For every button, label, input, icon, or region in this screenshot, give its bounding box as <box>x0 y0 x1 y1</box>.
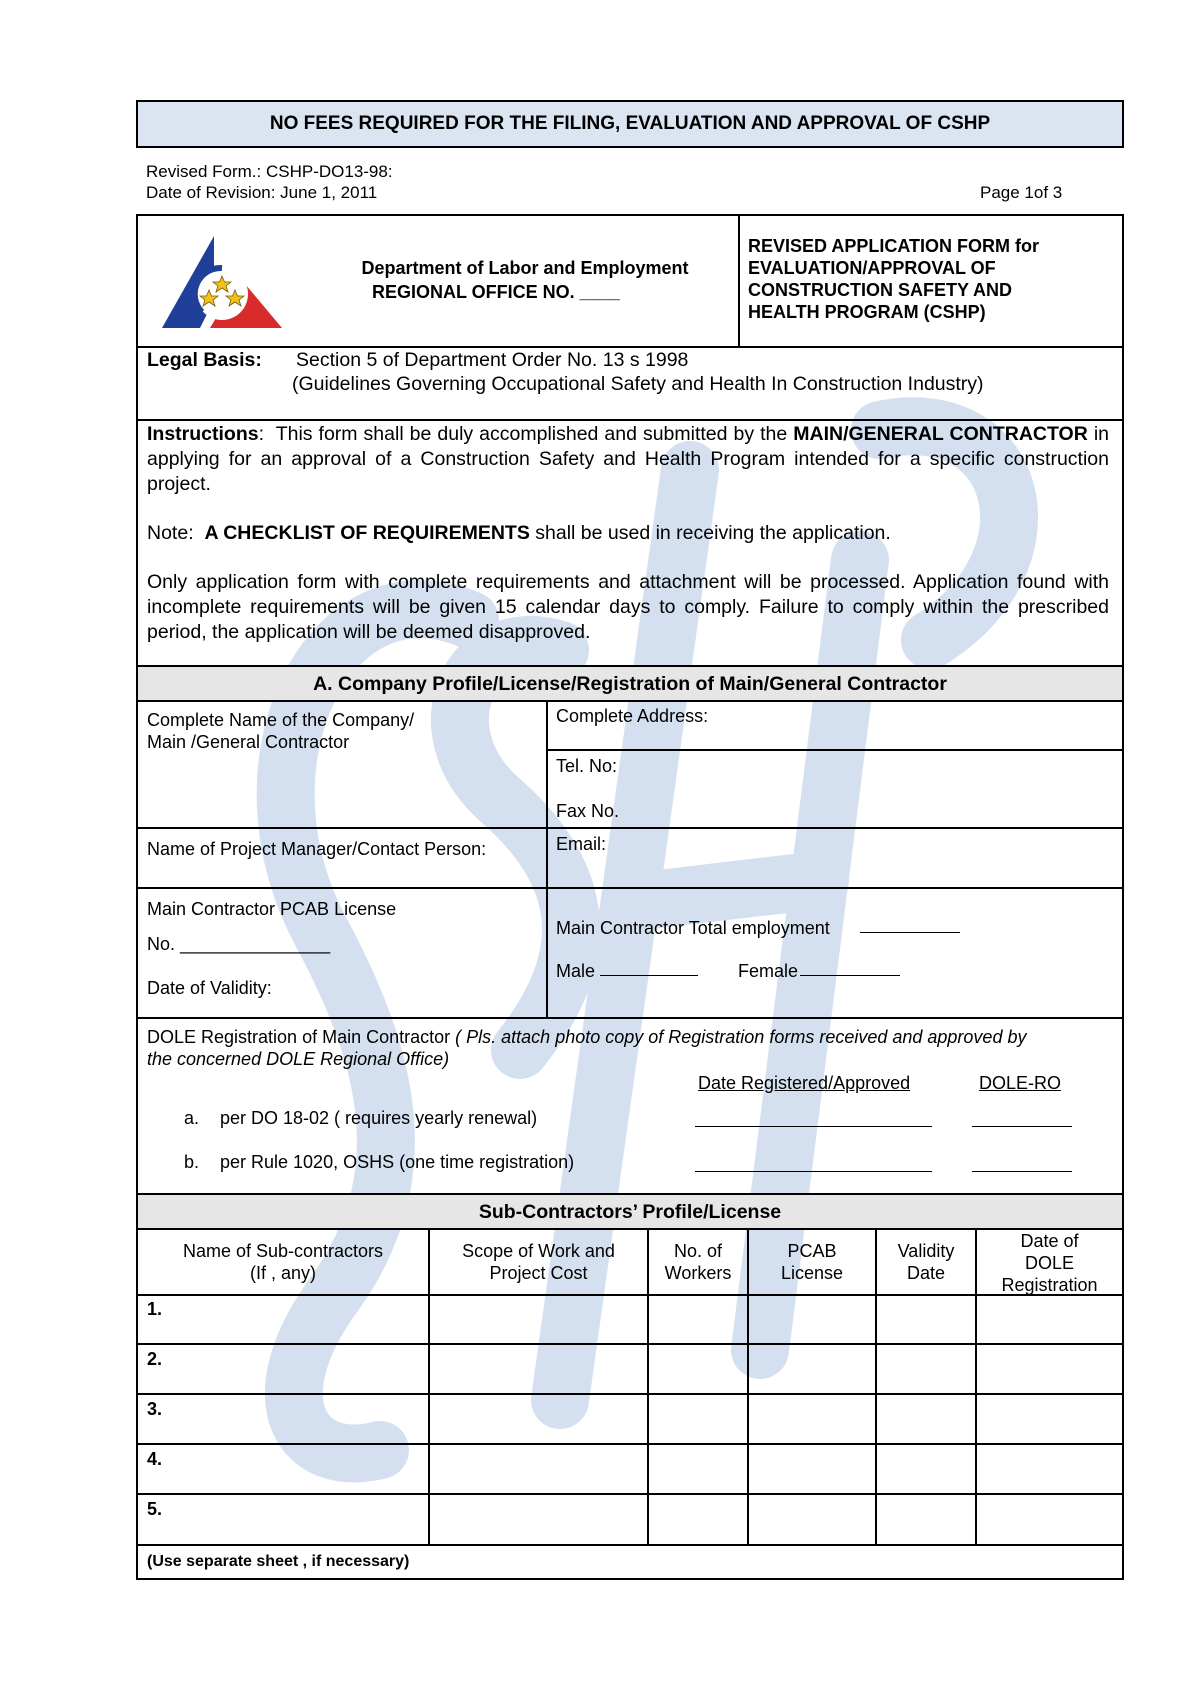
do-18-02-dole-ro-field[interactable] <box>972 1126 1072 1127</box>
instructions-text: This form shall be duly accomplished and submitted by the <box>275 423 788 445</box>
section-a-title: A. Company Profile/License/Registration of Main/General Contractor <box>313 673 947 695</box>
form-title-line: HEALTH PROGRAM (CSHP) <box>748 302 986 322</box>
header-line: DOLE <box>1024 1253 1075 1273</box>
header-line: Registration <box>1001 1275 1098 1295</box>
item-a-marker: a. <box>184 1108 200 1128</box>
company-name-label: Main /General Contractor <box>147 732 350 752</box>
male-count-field[interactable] <box>600 975 698 976</box>
row-number: 5. <box>147 1499 163 1519</box>
legal-basis-line: (Guidelines Governing Occupational Safety and Health In Construction Industry) <box>292 373 984 395</box>
dole-logo-icon <box>160 232 284 332</box>
project-manager-label: Name of Project Manager/Contact Person: <box>147 839 487 859</box>
pcab-number-field[interactable]: No. _______________ <box>147 934 331 954</box>
header-line: Date of <box>1020 1231 1079 1251</box>
item-b-marker: b. <box>184 1152 200 1172</box>
header-no-of-workers <box>649 1240 747 1284</box>
divider <box>738 214 740 348</box>
date-of-validity-label: Date of Validity: <box>147 978 272 998</box>
instructions-label: Instructions <box>147 423 259 445</box>
rule-1020-dole-ro-field[interactable] <box>972 1171 1072 1172</box>
header-line: No. of <box>673 1241 723 1261</box>
page-number: Page 1of 3 <box>980 183 1063 202</box>
divider <box>136 887 1124 889</box>
note-text: shall be used in receiving the application. <box>535 522 891 544</box>
header-line: Project Cost <box>489 1263 588 1283</box>
revised-form-label: Revised Form.: CSHP-DO13-98: <box>146 162 393 181</box>
row-number: 4. <box>147 1449 163 1469</box>
female-count-field[interactable] <box>800 975 900 976</box>
divider <box>136 700 1124 702</box>
row-number: 3. <box>147 1399 163 1419</box>
rule-1020-label: per Rule 1020, OSHS (one time registration) <box>220 1152 575 1172</box>
header-line: (If , any) <box>249 1263 316 1283</box>
dole-registration-text: DOLE Registration of Main Contractor <box>147 1027 451 1047</box>
checklist-emphasis: A CHECKLIST OF REQUIREMENTS <box>204 522 530 544</box>
total-employment-field[interactable] <box>860 932 960 933</box>
divider <box>136 419 1124 421</box>
header-line: License <box>780 1263 844 1283</box>
male-label: Male <box>556 961 596 981</box>
fax-no-label: Fax No. <box>556 801 620 821</box>
legal-basis-line: Section 5 of Department Order No. 13 s 1998 <box>296 349 689 371</box>
header-line: Name of Sub-contractors <box>182 1241 384 1261</box>
form-title-line: REVISED APPLICATION FORM for <box>748 236 1040 256</box>
date-of-revision-label: Date of Revision: June 1, 2011 <box>146 183 378 202</box>
no-fees-banner: NO FEES REQUIRED FOR THE FILING, EVALUATION AND APPROVAL OF CSHP <box>136 100 1124 148</box>
header-line: Date <box>906 1263 946 1283</box>
total-employment-label: Main Contractor Total employment <box>556 918 830 938</box>
divider <box>136 1193 1124 1195</box>
header-subcontractor-name <box>138 1240 428 1284</box>
department-name: Department of Labor and Employment <box>361 258 689 278</box>
requirements-paragraph: Only application form with complete requirements and attachment will be processed. Application found with incomplete requirements will be given 15 calendar days to comply. Failure to comply within the prescribed period, the application will be deemed disapproved. <box>147 571 1109 643</box>
complete-address-label: Complete Address: <box>556 706 709 726</box>
header-validity-date <box>877 1240 975 1284</box>
dole-ro-header: DOLE-RO <box>979 1073 1062 1093</box>
row-number: 1. <box>147 1299 163 1319</box>
email-label: Email: <box>556 834 607 854</box>
header-scope-of-work <box>430 1240 647 1284</box>
divider <box>546 700 548 1018</box>
pcab-license-label: Main Contractor PCAB License <box>147 899 397 919</box>
header-line: Validity <box>897 1241 955 1261</box>
legal-basis-label: Legal Basis: <box>147 349 262 371</box>
instructions-paragraph: Instructions: This form shall be duly accomplished and submitted by the MAIN/GENERAL CONTRACTOR in applying for an approval of a Construction Safety and Health Program intended for a specific construction project. <box>147 423 1109 495</box>
divider <box>136 346 1124 348</box>
dole-registration-note: ( Pls. attach photo copy of Registration forms received and approved by <box>455 1027 1027 1047</box>
do-18-02-date-field[interactable] <box>695 1126 932 1127</box>
form-title-line: EVALUATION/APPROVAL OF <box>748 258 996 278</box>
divider <box>136 1017 1124 1019</box>
header-pcab-license <box>749 1240 875 1284</box>
regional-office-label: REGIONAL OFFICE NO. ____ <box>372 282 620 302</box>
rule-1020-date-field[interactable] <box>695 1171 932 1172</box>
form-title-line: CONSTRUCTION SAFETY AND <box>748 280 1013 300</box>
divider <box>136 827 1124 829</box>
company-name-label: Complete Name of the Company/ <box>147 710 415 730</box>
dole-registration-note: the concerned DOLE Regional Office) <box>147 1049 450 1069</box>
date-registered-header: Date Registered/Approved <box>698 1073 911 1093</box>
header-line: Workers <box>664 1263 732 1283</box>
separate-sheet-note: (Use separate sheet , if necessary) <box>147 1553 410 1570</box>
main-contractor-emphasis: MAIN/GENERAL CONTRACTOR <box>793 423 1088 445</box>
female-label: Female <box>738 961 799 981</box>
row-number: 2. <box>147 1349 163 1369</box>
dole-registration-label <box>147 1026 1026 1048</box>
header-line: PCAB <box>787 1241 837 1261</box>
subcontractors-title: Sub-Contractors’ Profile/License <box>478 1201 782 1223</box>
header-line: Scope of Work and <box>462 1241 615 1261</box>
note-paragraph <box>147 521 1109 546</box>
instructions-text: in applying for an approval of a Construction Safety and Health Program intended for a specific construction project. <box>147 423 1109 495</box>
note-label: Note: <box>147 522 194 544</box>
header-dole-registration <box>977 1230 1122 1296</box>
do-18-02-label: per DO 18-02 ( requires yearly renewal) <box>220 1108 538 1128</box>
divider <box>546 749 1124 751</box>
tel-no-label: Tel. No: <box>556 756 618 776</box>
divider <box>136 665 1124 667</box>
